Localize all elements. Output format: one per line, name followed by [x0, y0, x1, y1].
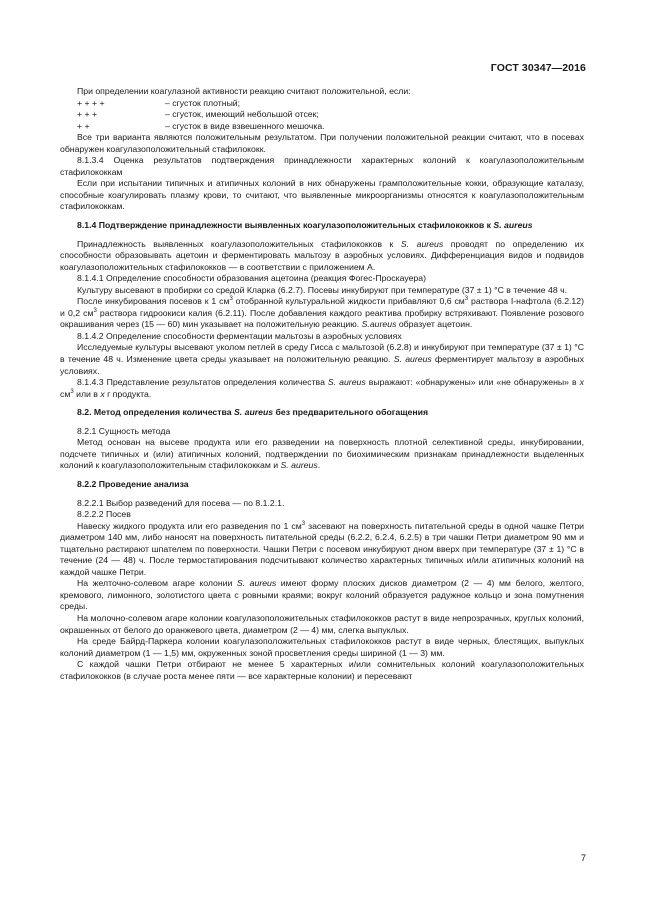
superscript: 3	[229, 296, 233, 303]
superscript: 3	[301, 520, 306, 527]
page-number: 7	[580, 853, 586, 864]
list-item	[60, 121, 584, 133]
section-8-1-4-2-title: 8.1.4.2 Определение способности ферментации мальтозы в аэробных условиях	[77, 330, 402, 341]
result-symbol: + + + +	[77, 97, 105, 108]
document-header: ГОСТ 30347—2016	[490, 62, 586, 74]
section-8-2-2-2-title: 8.2.2.2 Посев	[77, 509, 131, 520]
result-text: – сгусток плотный;	[165, 97, 241, 108]
text-run: имеют форму плоских дисков диаметром (2 — 4) мм белого, желтого, кремового, лимонного, золотистого цвета с ровными краями; вокруг колоний образуется радужное кольцо и зона помутнения среды.	[60, 578, 584, 612]
text-run: образует ацетоин.	[398, 319, 473, 330]
paragraph	[60, 578, 584, 613]
species-name: S. aureus	[493, 220, 533, 231]
superscript: 3	[70, 388, 74, 395]
heading-text: 8.1.4 Подтверждение принадлежности выявленных коагулазоположительных стафилококков к	[77, 220, 491, 231]
result-text: – сгусток в виде взвешенного мешочка.	[165, 120, 325, 131]
list-item	[60, 98, 584, 110]
text-run: раствора гидроокиси калия (6.2.11). После добавления каждого реактива пробирку встряхивают. Появление розового окрашивания через (15 — 60) мин указывает на положительную реакцию.	[60, 307, 584, 330]
result-text: – сгусток, имеющий небольшой отсек;	[165, 109, 319, 120]
paragraph: На среде Байрд-Паркера колонии коагулазоположительных стафилококков растут в виде черных, блестящих, выпуклых колоний диаметром (1 — 1,5) мм, окруженных зоной просветления среды шириной (1 — 3) мм.	[60, 636, 584, 658]
text-run: или в	[76, 388, 98, 399]
variable-x: x	[579, 377, 584, 388]
section-8-1-4-3	[60, 377, 584, 400]
text-run: Исследуемые культуры высевают уколом петлей в среду Гисса с мальтозой (6.2.8) и инкубируют при температуре (37 ± 1) °С в течение 48 ч. Изменение цвета среды указывает на положительную реакцию.	[60, 342, 584, 365]
section-8-2-2-1: 8.2.2.1 Выбор разведений для посева — по 8.1.2.1.	[77, 497, 285, 508]
species-name: S. aureus	[236, 578, 277, 589]
text-run: 8.1.4.3 Представление результатов определения количества	[77, 377, 325, 388]
paragraph	[60, 239, 584, 274]
species-name: S. aureus	[233, 407, 274, 418]
section-8-1-4-1-title: 8.1.4.1 Определение способности образования ацетоина (реакция Фогес-Проскауера)	[77, 273, 426, 284]
paragraph: Культуру высевают в пробирки со средой Кларка (6.2.7). Посевы инкубируют при температуре (37 ± 1) °С в течение 48 ч.	[77, 284, 568, 295]
heading-text: 8.2. Метод определения количества	[77, 407, 232, 418]
page-content	[60, 86, 584, 682]
result-symbol: + +	[77, 120, 90, 131]
section-8-1-3-4-title: 8.1.3.4 Оценка результатов подтверждения принадлежности характерных колоний к коагулазоположительным стафилококкам	[60, 155, 584, 177]
text-run: Метод основан на высеве продукта или его разведении на поверхность плотной селективной среды, инкубировании, подсчете типичных и (или) атипичных колоний, подтверждении по биохимическим признакам принадлежности выделенных колоний к коагулазоположительным стафилококкам и	[60, 437, 584, 471]
paragraph: Все три варианта являются положительным результатом. При получении положительной реакции считают, что в посевах обнаружен коагулазоположительный стафилококк.	[60, 132, 584, 154]
text-run: проводят по определению их способности образовывать ацетоин и ферментировать мальтозу в аэробных условиях. Дифференциация видов и подвидов коагулазоположительных стафилококков — в соответствии с приложением А.	[60, 238, 584, 272]
paragraph	[60, 342, 584, 377]
section-8-2-1-title: 8.2.1 Сущность метода	[77, 425, 171, 436]
result-symbol: + + +	[77, 109, 98, 120]
text-run: Принадлежность выявленных коагулазоположительных стафилококков к	[77, 238, 394, 249]
section-8-1-4-heading	[60, 220, 584, 232]
heading-text: без предварительного обогащения	[275, 407, 429, 418]
list-item	[60, 109, 584, 121]
species-name: S. aureus	[393, 354, 432, 365]
text-run: ферментирует мальтозу в аэробных условиях.	[60, 354, 585, 376]
superscript: 3	[93, 307, 97, 314]
text-run: На желточно-солевом агаре колонии	[77, 578, 233, 589]
section-8-2-heading	[60, 407, 584, 419]
paragraph	[60, 296, 584, 331]
variable-x: x	[100, 388, 105, 399]
text-run: г продукта.	[107, 388, 152, 399]
species-name: S. aureus	[327, 377, 366, 388]
text-run: отобранной культуральной жидкости прибавляют 0,6 см	[235, 296, 465, 307]
species-name: S. aureus	[280, 460, 318, 471]
species-name: S.aureus	[361, 319, 397, 330]
paragraph	[60, 437, 584, 472]
paragraph: На молочно-солевом агаре колонии коагулазоположительных стафилококков растут в виде непрозрачных, круглых колоний, окрашенных от белого до оранжевого цвета, диаметром (2 — 4) мм, слегка выпуклых.	[60, 612, 584, 635]
text-run: выражают: «обнаружены» или «не обнаружены» в	[368, 377, 577, 388]
text-run: .	[317, 460, 321, 471]
section-8-2-2-heading: 8.2.2 Проведение анализа	[77, 478, 189, 489]
text-run: засевают на поверхность питательной среды в одной чашке Петри диаметром 140 мм, либо наносят на поверхность питательной среды (6.2.2, 6.2.4, 6.2.5) в три чашки Петри диаметром 90 мм и тщательно растирают шпателем по поверхности. Чашки Петри с посевом инкубируют дном вверх при температуре (37 ± 1) °С в течение (24 — 48) ч. После термостатирования подсчитывают количество характерных типичных и/или атипичных колоний на каждой чашке Петри.	[60, 520, 584, 577]
text-run: Навеску жидкого продукта или его разведения по 1 см	[77, 520, 302, 531]
paragraph	[60, 521, 584, 579]
coagulase-intro: При определении коагулазной активности реакцию считают положительной, если:	[77, 86, 411, 96]
text-run: раствора I-нафтола (6.2.12) и 0,2 см	[60, 296, 584, 318]
text-run: см	[60, 388, 71, 399]
superscript: 3	[464, 296, 469, 303]
paragraph: С каждой чашки Петри отбирают не менее 5 характерных и/или сомнительных колоний коагулазоположительных стафилококков (в случае роста менее пяти — все характерные колонии) и пересевают	[60, 659, 584, 681]
species-name: S. aureus	[400, 238, 444, 249]
text-run: После инкубирования посевов к 1 см	[77, 296, 230, 307]
paragraph: Если при испытании типичных и атипичных колоний в них обнаружены грамположительные кокки, образующие каталазу, способные коагулировать плазму крови, то считают, что выявленные микроорганизмы относятся к коагулазоположительным стафилококкам.	[60, 178, 584, 212]
